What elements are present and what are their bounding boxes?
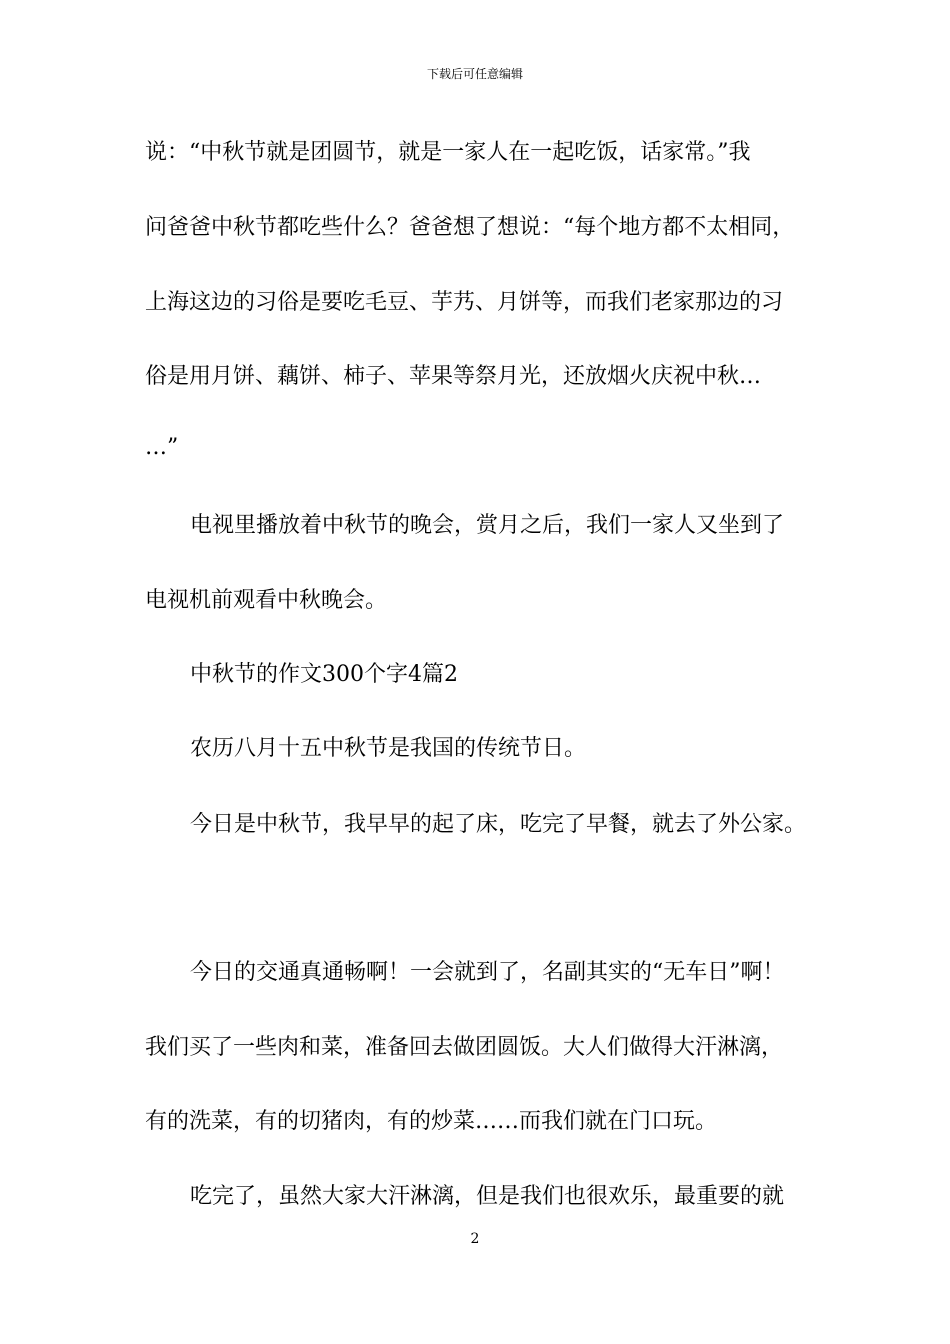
page-number: 2 (470, 1231, 480, 1247)
body-line-3: 上海这边的习俗是要吃毛豆、芋艿、月饼等，而我们老家那边的习 (145, 290, 784, 315)
page-header: 下载后可任意编辑 (426, 67, 523, 81)
body-line-9: 农历八月十五中秋节是我国的传统节日。 (190, 736, 587, 761)
body-line-12: 我们买了一些肉和菜，准备回去做团圆饭。大人们做得大汗淋漓， (145, 1035, 784, 1060)
body-line-6: 电视里播放着中秋节的晚会，赏月之后，我们一家人又坐到了 (190, 513, 785, 538)
body-line-13: 有的洗菜，有的切猪肉，有的炒菜……而我们就在门口玩。 (145, 1109, 718, 1134)
body-line-7: 电视机前观看中秋晚会。 (145, 588, 388, 613)
body-line-5: …” (145, 435, 179, 460)
body-line-14: 吃完了，虽然大家大汗淋漓，但是我们也很欢乐，最重要的就 (190, 1184, 785, 1209)
body-line-4: 俗是用月饼、藕饼、柿子、苹果等祭月光，还放烟火庆祝中秋… (145, 364, 762, 389)
section-title: 中秋节的作文300个字4篇2 (190, 662, 458, 687)
body-line-1: 说：“中秋节就是团圆节，就是一家人在一起吃饭，话家常。”我 (145, 140, 751, 165)
body-line-11: 今日的交通真通畅啊！一会就到了，名副其实的“无车日”啊！ (190, 960, 785, 985)
body-line-2: 问爸爸中秋节都吃些什么？爸爸想了想说：“每个地方都不太相同， (145, 215, 795, 240)
body-line-10: 今日是中秋节，我早早的起了床，吃完了早餐，就去了外公家。 (190, 812, 807, 837)
